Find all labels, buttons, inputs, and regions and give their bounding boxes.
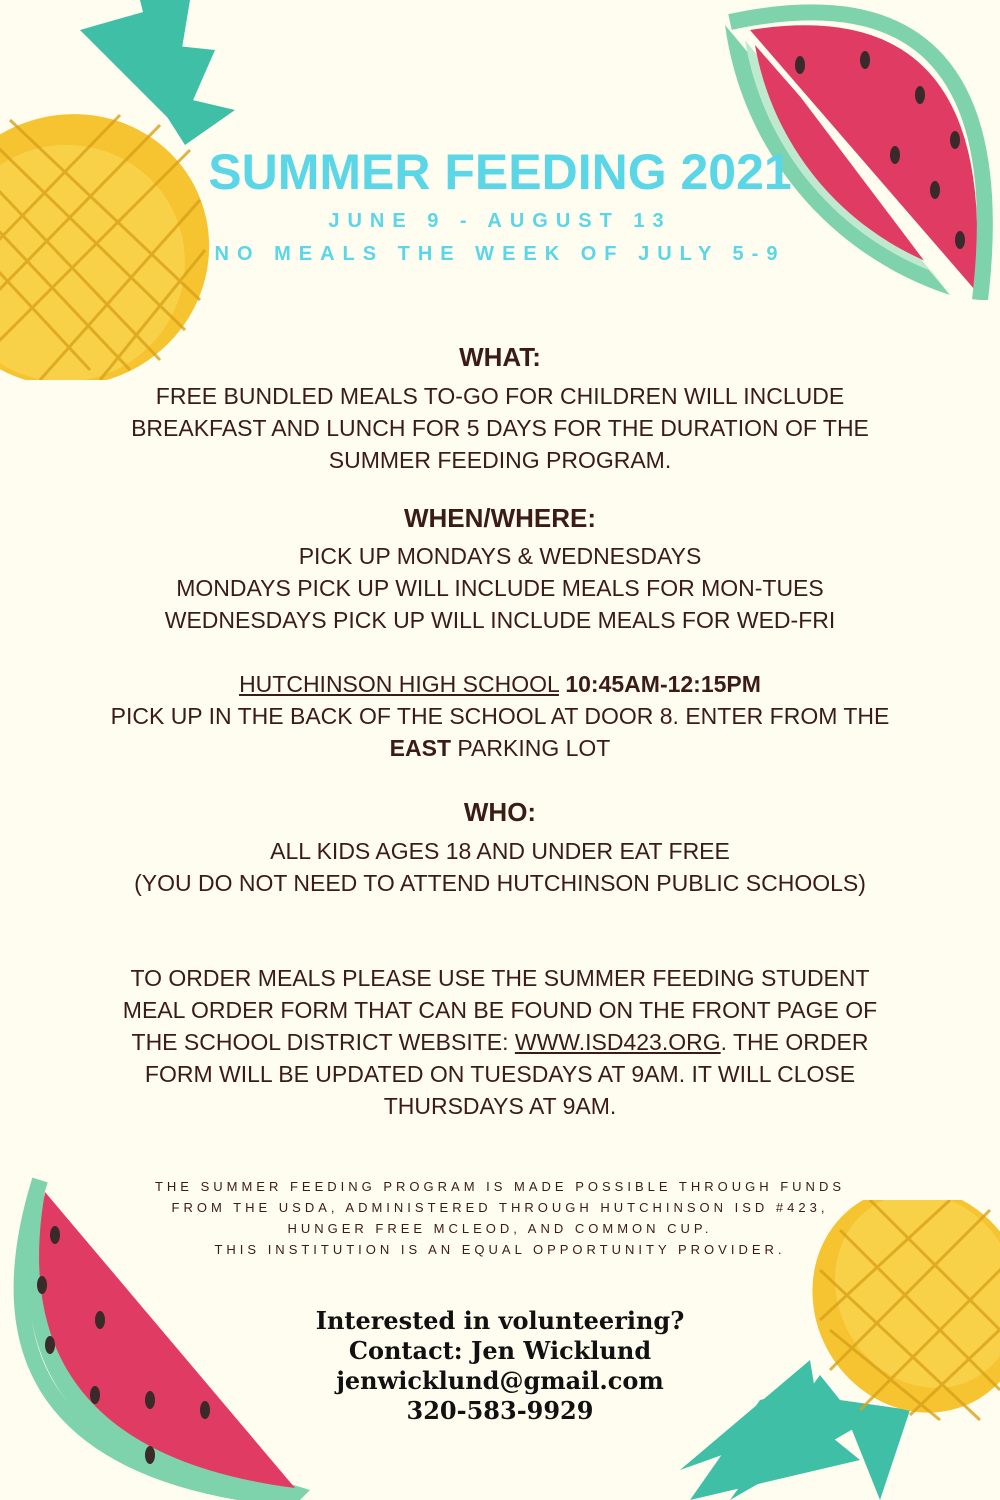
what-line: BREAKFAST AND LUNCH FOR 5 DAYS FOR THE DURATION OF THE bbox=[131, 415, 869, 441]
volunteer-phone[interactable]: 320-583-9929 bbox=[406, 1396, 594, 1425]
order-line: MEAL ORDER FORM THAT CAN BE FOUND ON THE FRONT PAGE OF bbox=[122, 997, 878, 1023]
schedule-line: MONDAYS PICK UP WILL INCLUDE MEALS FOR MON-TUES bbox=[176, 575, 824, 601]
page-title: SUMMER FEEDING 2021 bbox=[208, 144, 792, 200]
volunteer-email[interactable]: jenwicklund@gmail.com bbox=[336, 1366, 664, 1395]
pickup-instructions: PICK UP IN THE BACK OF THE SCHOOL AT DOOR 8. ENTER FROM THE bbox=[110, 703, 890, 729]
schedule-line: WEDNESDAYS PICK UP WILL INCLUDE MEALS FOR WED-FRI bbox=[164, 607, 836, 633]
volunteer-question: Interested in volunteering? bbox=[315, 1306, 685, 1335]
what-body bbox=[60, 380, 940, 476]
who-line: (YOU DO NOT NEED TO ATTEND HUTCHINSON PUBLIC SCHOOLS) bbox=[134, 870, 866, 896]
volunteer-contact bbox=[300, 1306, 700, 1426]
what-heading: WHAT: bbox=[459, 342, 541, 372]
what-line: SUMMER FEEDING PROGRAM. bbox=[328, 447, 672, 473]
date-range: JUNE 9 - AUGUST 13 bbox=[328, 210, 672, 232]
when-where-heading: WHEN/WHERE: bbox=[403, 503, 597, 533]
order-line: FORM WILL BE UPDATED ON TUESDAYS AT 9AM. IT WILL CLOSE bbox=[144, 1061, 856, 1087]
parking-lot: PARKING LOT bbox=[457, 735, 611, 761]
disclaimer-line: HUNGER FREE MCLEOD, AND COMMON CUP. bbox=[287, 1221, 713, 1236]
order-line-suffix: . THE ORDER bbox=[720, 1029, 869, 1055]
schedule-line: PICK UP MONDAYS & WEDNESDAYS bbox=[298, 543, 702, 569]
pickup-time: 10:45AM-12:15PM bbox=[565, 671, 761, 697]
website-link[interactable]: WWW.ISD423.ORG bbox=[514, 1029, 721, 1055]
who-heading: WHO: bbox=[463, 797, 537, 827]
when-where-body bbox=[60, 540, 940, 636]
order-line: THURSDAYS AT 9AM. bbox=[383, 1093, 617, 1119]
disclaimer-line: FROM THE USDA, ADMINISTERED THROUGH HUTCHINSON ISD #423, bbox=[171, 1200, 829, 1215]
order-line-prefix: THE SCHOOL DISTRICT WEBSITE: bbox=[131, 1029, 515, 1055]
no-meals-notice: NO MEALS THE WEEK OF JULY 5-9 bbox=[214, 243, 786, 265]
disclaimer-line: THIS INSTITUTION IS AN EQUAL OPPORTUNITY PROVIDER. bbox=[214, 1242, 786, 1257]
location-line bbox=[60, 668, 940, 700]
funding-disclaimer bbox=[80, 1176, 920, 1260]
order-line bbox=[60, 1026, 940, 1058]
volunteer-contact-name: Contact: Jen Wicklund bbox=[348, 1336, 652, 1365]
order-line: TO ORDER MEALS PLEASE USE THE SUMMER FEEDING STUDENT bbox=[130, 965, 870, 991]
location-name: HUTCHINSON HIGH SCHOOL bbox=[239, 671, 559, 697]
who-line: ALL KIDS AGES 18 AND UNDER EAT FREE bbox=[270, 838, 730, 864]
order-instructions bbox=[60, 962, 940, 1122]
disclaimer-line: THE SUMMER FEEDING PROGRAM IS MADE POSSIBLE THROUGH FUNDS bbox=[154, 1179, 846, 1194]
location-block bbox=[60, 668, 940, 764]
who-body bbox=[60, 835, 940, 899]
parking-line bbox=[60, 732, 940, 764]
parking-direction: EAST bbox=[389, 735, 451, 761]
what-line: FREE BUNDLED MEALS TO-GO FOR CHILDREN WILL INCLUDE bbox=[155, 383, 845, 409]
